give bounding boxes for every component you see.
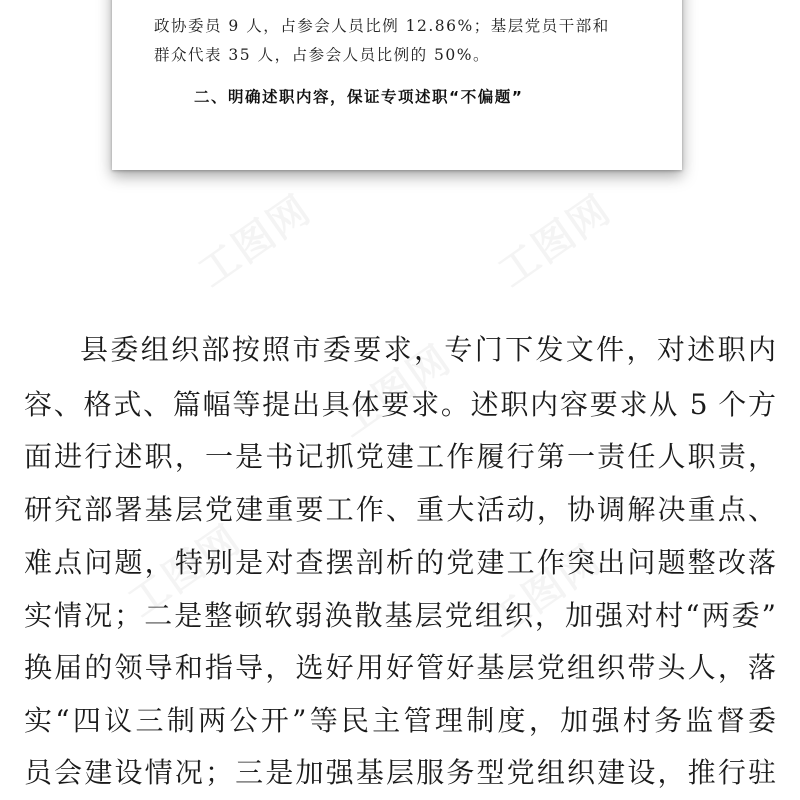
watermark	[185, 179, 321, 298]
paragraph-line: 员会建设情况；三是加强基层服务型党组织建设，推行驻	[24, 756, 776, 789]
paragraph-line: 实“四议三制两公开”等民主管理制度，加强村务监督委	[24, 704, 776, 737]
paragraph-line: 面进行述职，一是书记抓党建工作履行第一责任人职责，	[24, 440, 776, 473]
paragraph-line: 县委组织部按照市委要求，专门下发文件，对述职内	[80, 333, 776, 366]
document-excerpt-card	[112, 0, 682, 170]
card-text-line: 政协委员 9 人，占参会人员比例 12.86%；基层党员干部和	[154, 17, 610, 35]
card-text-line: 群众代表 35 人，占参会人员比例的 50%。	[154, 46, 490, 64]
section-heading: 二、明确述职内容，保证专项述职“不偏题”	[194, 88, 524, 106]
paragraph-line: 换届的领导和指导，选好用好管好基层党组织带头人，落	[24, 651, 776, 684]
watermark	[485, 179, 621, 298]
paragraph-line: 难点问题，特别是对查摆剖析的党建工作突出问题整改落	[24, 546, 776, 579]
paragraph-line: 容、格式、篇幅等提出具体要求。述职内容要求从 5 个方	[24, 388, 776, 421]
paragraph-line: 研究部署基层党建重要工作、重大活动，协调解决重点、	[24, 493, 776, 526]
paragraph-line: 实情况；二是整顿软弱涣散基层党组织，加强对村“两委”	[24, 599, 776, 632]
